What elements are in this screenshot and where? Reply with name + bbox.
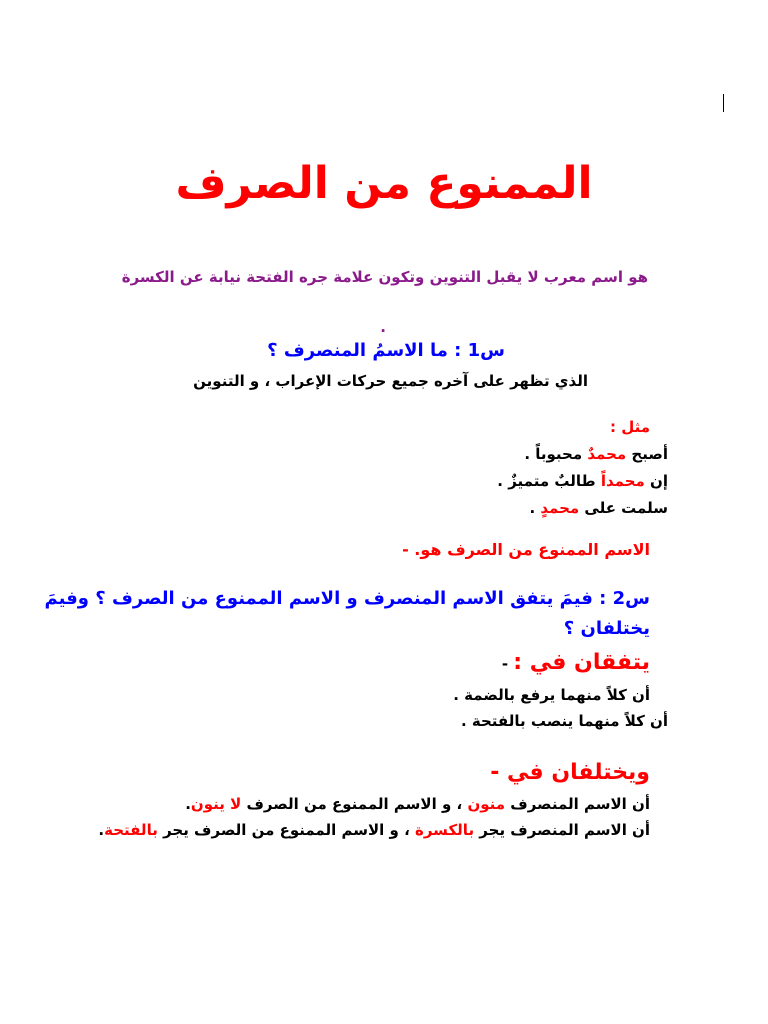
- answer-1: الذي تظهر على آخره جميع حركات الإعراب ، و التنوين: [193, 372, 588, 390]
- differ-2-b: ، و الاسم الممنوع من الصرف يجر: [157, 821, 415, 839]
- agree-label-text: يتفقان في :: [513, 650, 650, 675]
- text-cursor: [723, 94, 724, 112]
- agree-item-1: أن كلاً منهما يرفع بالضمة .: [453, 686, 650, 704]
- example-3-pre: سلمت على: [579, 499, 668, 517]
- differ-item-1: [185, 795, 650, 813]
- agree-dash: -: [501, 655, 514, 673]
- differ-2-red-2: بالفتحة: [104, 821, 158, 839]
- differ-2-a: أن الاسم المنصرف يجر: [474, 821, 650, 839]
- differ-2-c: .: [98, 821, 105, 839]
- example-1-post: محبوباً .: [524, 445, 588, 463]
- differ-1-a: أن الاسم المنصرف: [505, 795, 650, 813]
- question-2-line-1: س2 : فيمَ يتفق الاسم المنصرف و الاسم الممنوع من الصرف ؟ وفيمَ: [44, 588, 650, 609]
- page-title: الممنوع من الصرف: [175, 158, 593, 209]
- differ-1-red-2: لا ينون: [190, 795, 242, 813]
- example-1: [524, 445, 668, 463]
- agree-label: [502, 650, 650, 675]
- differ-1-red-1: منون: [467, 795, 506, 813]
- example-label: مثل :: [609, 418, 650, 436]
- differ-1-b: ، و الاسم الممنوع من الصرف: [241, 795, 468, 813]
- example-1-pre: أصبح: [626, 445, 668, 463]
- question-1: س1 : ما الاسمُ المنصرف ؟: [267, 340, 505, 361]
- example-3: [529, 499, 668, 517]
- differ-label: ويختلفان في -: [490, 760, 650, 785]
- differ-2-red-1: بالكسرة: [415, 821, 475, 839]
- example-3-post: .: [529, 499, 541, 517]
- example-2: [497, 472, 668, 490]
- question-2-line-2: يختلفان ؟: [563, 618, 650, 639]
- definition-dot: .: [380, 318, 386, 336]
- example-2-pre: إن: [644, 472, 668, 490]
- example-1-highlight: محمدٌ: [587, 445, 627, 463]
- definition-text: هو اسم معرب لا يقبل التنوين وتكون علامة جره الفتحة نيابة عن الكسرة: [121, 268, 648, 286]
- differ-1-c: .: [185, 795, 191, 813]
- section-heading: الاسم الممنوع من الصرف هو. -: [402, 540, 650, 559]
- example-3-highlight: محمدٍ: [540, 499, 580, 517]
- example-2-post: طالبٌ متميزٌ .: [497, 472, 601, 490]
- example-2-highlight: محمداً: [600, 472, 645, 490]
- differ-item-2: [98, 821, 650, 839]
- agree-item-2: أن كلاً منهما ينصب بالفتحة .: [460, 712, 668, 730]
